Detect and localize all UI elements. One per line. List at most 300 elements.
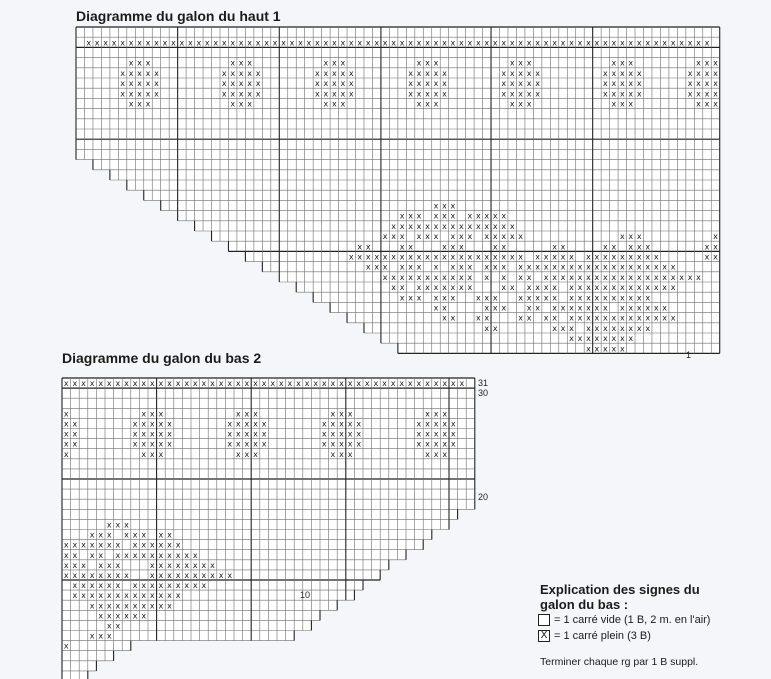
full-square-mark: x: [611, 79, 617, 89]
full-square-mark: x: [408, 68, 413, 78]
full-square-mark: x: [128, 68, 134, 78]
full-square-mark: x: [611, 38, 617, 48]
full-square-mark: x: [425, 419, 430, 429]
full-square-mark: x: [124, 570, 129, 580]
full-square-mark: x: [628, 242, 634, 252]
full-square-mark: x: [315, 79, 320, 89]
full-square-mark: x: [72, 570, 78, 580]
full-square-mark: x: [106, 581, 112, 591]
full-square-mark: x: [619, 293, 625, 303]
full-square-mark: x: [518, 58, 524, 68]
full-square-mark: x: [247, 58, 253, 68]
full-square-mark: x: [94, 38, 100, 48]
full-square-mark: x: [645, 272, 651, 282]
full-square-mark: x: [569, 262, 574, 272]
full-square-mark: x: [577, 283, 583, 293]
full-square-mark: x: [323, 38, 329, 48]
full-square-mark: x: [408, 89, 413, 99]
full-square-mark: x: [433, 303, 439, 313]
full-square-mark: x: [577, 293, 583, 303]
full-square-mark: x: [662, 313, 668, 323]
full-square-mark: x: [696, 79, 701, 89]
full-square-mark: x: [636, 232, 642, 242]
full-square-mark: x: [192, 379, 198, 389]
full-square-mark: x: [149, 560, 155, 570]
full-square-mark: x: [467, 211, 473, 221]
full-square-mark: x: [442, 429, 448, 439]
full-square-mark: x: [636, 252, 642, 262]
full-square-mark: x: [115, 621, 121, 631]
full-square-mark: x: [106, 611, 112, 621]
full-square-mark: x: [106, 570, 112, 580]
full-square-mark: x: [433, 38, 439, 48]
full-square-mark: x: [158, 540, 164, 550]
full-square-mark: x: [509, 79, 515, 89]
full-square-mark: x: [492, 232, 498, 242]
full-square-mark: x: [526, 68, 532, 78]
full-square-mark: x: [296, 379, 301, 389]
full-square-mark: x: [115, 581, 121, 591]
full-square-mark: x: [442, 242, 447, 252]
full-square-mark: x: [201, 379, 207, 389]
full-square-mark: x: [611, 323, 617, 333]
full-square-mark: x: [201, 581, 207, 591]
full-square-mark: x: [586, 323, 591, 333]
full-square-mark: x: [492, 211, 498, 221]
full-square-mark: x: [192, 581, 198, 591]
full-square-mark: x: [518, 79, 524, 89]
full-square-mark: x: [192, 570, 198, 580]
full-square-mark: x: [167, 591, 172, 601]
full-square-mark: x: [670, 38, 676, 48]
full-square-mark: x: [98, 540, 104, 550]
full-square-mark: x: [106, 560, 112, 570]
full-square-mark: x: [330, 439, 336, 449]
full-square-mark: x: [425, 221, 430, 231]
full-square-mark: x: [315, 89, 320, 99]
full-square-mark: x: [704, 242, 710, 252]
full-square-mark: x: [158, 560, 164, 570]
full-square-mark: x: [227, 439, 233, 449]
full-square-mark: x: [408, 211, 413, 221]
full-square-mark: x: [619, 99, 625, 109]
full-square-mark: x: [145, 38, 151, 48]
full-square-mark: x: [442, 419, 448, 429]
full-square-mark: x: [331, 58, 337, 68]
full-square-mark: x: [340, 38, 346, 48]
full-square-mark: x: [603, 313, 608, 323]
full-square-mark: x: [586, 38, 591, 48]
full-square-mark: x: [145, 58, 151, 68]
full-square-mark: x: [89, 631, 95, 641]
full-square-mark: x: [425, 68, 430, 78]
full-square-mark: x: [72, 379, 78, 389]
full-square-mark: x: [433, 283, 439, 293]
full-square-mark: x: [594, 323, 600, 333]
full-square-mark: x: [339, 419, 344, 429]
full-square-mark: x: [552, 303, 557, 313]
full-square-mark: x: [391, 252, 396, 262]
full-square-mark: x: [518, 293, 524, 303]
full-square-mark: x: [382, 38, 388, 48]
full-square-mark: x: [433, 419, 439, 429]
full-square-mark: x: [425, 379, 430, 389]
full-square-mark: x: [501, 89, 507, 99]
full-square-mark: x: [339, 429, 344, 439]
full-square-mark: x: [433, 79, 439, 89]
full-square-mark: x: [594, 262, 600, 272]
full-square-mark: x: [416, 379, 422, 389]
full-square-mark: x: [433, 58, 439, 68]
full-square-mark: x: [175, 581, 181, 591]
full-square-mark: x: [89, 570, 95, 580]
full-square-mark: x: [179, 38, 185, 48]
full-square-mark: x: [450, 313, 456, 323]
full-square-mark: x: [331, 68, 337, 78]
full-square-mark: x: [687, 68, 693, 78]
full-square-mark: x: [696, 272, 701, 282]
full-square-mark: x: [501, 283, 507, 293]
full-square-mark: x: [261, 439, 267, 449]
full-square-mark: x: [645, 303, 651, 313]
full-square-mark: x: [141, 581, 147, 591]
full-square-mark: x: [227, 379, 233, 389]
full-square-mark: x: [63, 429, 69, 439]
full-square-mark: x: [619, 262, 625, 272]
full-square-mark: x: [247, 38, 253, 48]
full-square-mark: x: [560, 262, 566, 272]
full-square-mark: x: [132, 611, 138, 621]
full-square-mark: x: [158, 419, 164, 429]
full-square-mark: x: [628, 283, 634, 293]
full-square-mark: x: [442, 313, 447, 323]
full-square-mark: x: [374, 262, 380, 272]
full-square-mark: x: [475, 38, 481, 48]
full-square-mark: x: [339, 449, 344, 459]
full-square-mark: x: [645, 242, 651, 252]
full-square-mark: x: [433, 99, 439, 109]
full-square-mark: x: [238, 58, 244, 68]
full-square-mark: x: [450, 211, 456, 221]
full-square-mark: x: [433, 429, 439, 439]
full-square-mark: x: [704, 68, 710, 78]
full-square-mark: x: [425, 439, 430, 449]
full-square-mark: x: [63, 641, 69, 651]
full-square-mark: x: [611, 344, 617, 354]
full-square-mark: x: [433, 262, 439, 272]
full-square-mark: x: [442, 449, 448, 459]
full-square-mark: x: [594, 344, 600, 354]
full-square-mark: x: [230, 58, 236, 68]
full-square-mark: x: [137, 79, 142, 89]
legend-note: Terminer chaque rg par 1 B suppl.: [540, 656, 699, 668]
full-square-mark: x: [586, 313, 591, 323]
full-square-mark: x: [408, 38, 413, 48]
full-square-mark: x: [450, 262, 456, 272]
full-square-mark: x: [442, 293, 447, 303]
full-square-mark: x: [636, 272, 642, 282]
full-square-mark: x: [141, 550, 147, 560]
full-square-mark: x: [120, 68, 125, 78]
full-square-mark: x: [611, 58, 617, 68]
full-square-mark: x: [636, 283, 642, 293]
full-square-mark: x: [72, 429, 78, 439]
full-square-mark: x: [535, 89, 540, 99]
full-square-mark: x: [560, 323, 566, 333]
full-square-mark: x: [492, 221, 498, 231]
full-square-mark: x: [425, 58, 430, 68]
full-square-mark: x: [391, 38, 396, 48]
full-square-mark: x: [347, 439, 353, 449]
full-square-mark: x: [72, 439, 78, 449]
full-square-mark: x: [210, 379, 215, 389]
full-square-mark: x: [106, 530, 112, 540]
full-square-mark: x: [399, 221, 405, 231]
full-square-mark: x: [442, 409, 448, 419]
full-square-mark: x: [603, 323, 608, 333]
full-square-mark: x: [63, 570, 69, 580]
full-square-mark: x: [425, 79, 430, 89]
full-square-mark: x: [577, 38, 583, 48]
full-square-mark: x: [304, 379, 310, 389]
full-square-mark: x: [323, 68, 329, 78]
full-square-mark: x: [124, 520, 129, 530]
full-square-mark: x: [175, 560, 181, 570]
full-square-mark: x: [586, 272, 591, 282]
full-square-mark: x: [713, 242, 718, 252]
full-square-mark: x: [247, 79, 253, 89]
full-square-mark: x: [347, 419, 353, 429]
full-square-mark: x: [72, 540, 78, 550]
full-square-mark: x: [247, 89, 253, 99]
full-square-mark: x: [175, 591, 181, 601]
full-square-mark: x: [670, 262, 676, 272]
full-square-mark: x: [687, 79, 693, 89]
full-square-mark: x: [103, 38, 109, 48]
full-square-mark: x: [450, 242, 456, 252]
full-square-mark: x: [603, 252, 608, 262]
full-square-mark: x: [653, 262, 659, 272]
full-square-mark: x: [81, 540, 86, 550]
full-square-mark: x: [98, 530, 104, 540]
full-square-mark: x: [72, 560, 78, 570]
diagram-top-grid: [76, 27, 720, 353]
full-square-mark: x: [492, 38, 498, 48]
full-square-mark: x: [603, 89, 608, 99]
full-square-mark: x: [535, 262, 540, 272]
full-square-mark: x: [594, 252, 600, 262]
full-square-mark: x: [442, 439, 448, 449]
full-square-mark: x: [321, 439, 327, 449]
full-square-mark: x: [149, 429, 155, 439]
full-square-mark: x: [425, 272, 430, 282]
full-square-mark: x: [154, 38, 159, 48]
full-square-mark: x: [340, 79, 346, 89]
full-square-mark: x: [132, 550, 138, 560]
full-square-mark: x: [704, 79, 710, 89]
full-square-mark: x: [603, 344, 608, 354]
legend-empty-square: [538, 614, 710, 626]
full-square-mark: x: [594, 272, 600, 282]
full-square-mark: x: [89, 540, 95, 550]
full-square-mark: x: [106, 621, 112, 631]
full-square-mark: x: [158, 429, 164, 439]
full-square-mark: x: [662, 262, 668, 272]
full-square-mark: x: [611, 313, 617, 323]
full-square-mark: x: [63, 560, 69, 570]
full-square-mark: x: [373, 379, 379, 389]
full-square-mark: x: [636, 323, 642, 333]
full-square-mark: x: [115, 591, 121, 601]
full-square-mark: x: [171, 38, 176, 48]
full-square-mark: x: [382, 379, 387, 389]
full-square-mark: x: [235, 379, 241, 389]
full-square-mark: x: [253, 429, 258, 439]
full-square-mark: x: [167, 581, 172, 591]
full-square-mark: x: [235, 449, 241, 459]
full-square-mark: x: [535, 252, 540, 262]
full-square-mark: x: [467, 283, 473, 293]
full-square-mark: x: [425, 449, 430, 459]
full-square-mark: x: [704, 99, 710, 109]
full-square-mark: x: [492, 252, 498, 262]
full-square-mark: x: [619, 313, 625, 323]
full-square-mark: x: [221, 68, 227, 78]
full-square-mark: x: [416, 79, 422, 89]
full-square-mark: x: [408, 221, 413, 231]
full-square-mark: x: [526, 303, 532, 313]
full-square-mark: x: [348, 252, 354, 262]
full-square-mark: x: [416, 283, 422, 293]
full-square-mark: x: [484, 272, 490, 282]
full-square-mark: x: [399, 232, 405, 242]
full-square-mark: x: [145, 99, 151, 109]
full-square-mark: x: [442, 303, 447, 313]
full-square-mark: x: [154, 68, 159, 78]
full-square-mark: x: [315, 38, 320, 48]
full-square-mark: x: [696, 89, 701, 99]
full-square-mark: x: [509, 89, 515, 99]
full-square-mark: x: [115, 601, 121, 611]
full-square-mark: x: [124, 530, 129, 540]
full-square-mark: x: [331, 38, 337, 48]
full-square-mark: x: [560, 303, 566, 313]
full-square-mark: x: [526, 38, 532, 48]
full-square-mark: x: [611, 242, 617, 252]
full-square-mark: x: [603, 334, 608, 344]
full-square-mark: x: [586, 303, 591, 313]
full-square-mark: x: [321, 379, 327, 389]
diagram-bottom-title: Diagramme du galon du bas 2: [62, 350, 262, 366]
full-square-mark: x: [509, 252, 515, 262]
full-square-mark: x: [594, 313, 600, 323]
full-square-mark: x: [611, 283, 617, 293]
full-square-mark: x: [459, 283, 464, 293]
full-square-mark: x: [577, 262, 583, 272]
full-square-mark: x: [264, 38, 269, 48]
full-square-mark: x: [98, 601, 104, 611]
full-square-mark: x: [253, 449, 258, 459]
full-square-mark: x: [501, 303, 507, 313]
full-square-mark: x: [603, 293, 608, 303]
full-square-mark: x: [340, 99, 346, 109]
full-square-mark: x: [141, 379, 147, 389]
full-square-mark: x: [628, 38, 634, 48]
full-square-mark: x: [619, 38, 625, 48]
full-square-mark: x: [475, 252, 481, 262]
full-square-mark: x: [128, 79, 134, 89]
row-label-31: 31: [478, 378, 489, 388]
full-square-mark: x: [535, 79, 540, 89]
full-square-mark: x: [543, 293, 549, 303]
full-square-mark: x: [670, 313, 676, 323]
full-square-mark: x: [696, 68, 701, 78]
full-square-mark: x: [106, 631, 112, 641]
full-square-mark: x: [227, 570, 233, 580]
full-square-mark: x: [425, 429, 430, 439]
full-square-mark: x: [124, 601, 129, 611]
full-square-mark: x: [244, 449, 250, 459]
full-square-mark: x: [628, 313, 634, 323]
full-square-mark: x: [340, 58, 346, 68]
full-square-mark: x: [247, 99, 253, 109]
full-square-mark: x: [526, 58, 532, 68]
full-square-mark: x: [628, 323, 634, 333]
full-square-mark: x: [628, 272, 634, 282]
full-square-mark: x: [611, 89, 617, 99]
full-square-mark: x: [696, 58, 701, 68]
full-square-mark: x: [98, 570, 104, 580]
full-square-mark: x: [141, 419, 147, 429]
full-square-mark: x: [204, 38, 210, 48]
full-square-mark: x: [230, 68, 236, 78]
full-square-mark: x: [543, 313, 549, 323]
full-square-mark: x: [235, 419, 241, 429]
full-square-mark: x: [158, 550, 164, 560]
full-square-mark: x: [475, 313, 481, 323]
full-square-mark: x: [416, 89, 422, 99]
full-square-mark: x: [184, 560, 190, 570]
full-square-mark: x: [459, 252, 464, 262]
full-square-mark: x: [416, 211, 422, 221]
full-square-mark: x: [331, 89, 337, 99]
full-square-mark: x: [89, 550, 95, 560]
full-square-mark: x: [244, 409, 250, 419]
full-square-mark: x: [230, 79, 236, 89]
full-square-mark: x: [543, 262, 549, 272]
full-square-mark: x: [662, 272, 668, 282]
full-square-mark: x: [149, 581, 155, 591]
full-square-mark: x: [374, 252, 380, 262]
full-square-mark: x: [713, 79, 718, 89]
full-square-mark: x: [636, 242, 642, 252]
full-square-mark: x: [433, 221, 439, 231]
full-square-mark: x: [619, 58, 625, 68]
full-square-mark: x: [128, 99, 134, 109]
full-square-mark: x: [111, 38, 117, 48]
full-square-mark: x: [81, 379, 86, 389]
full-square-mark: x: [331, 79, 337, 89]
full-square-mark: x: [586, 334, 591, 344]
full-square-mark: x: [115, 550, 121, 560]
full-square-mark: x: [636, 293, 642, 303]
full-square-mark: x: [670, 272, 676, 282]
full-square-mark: x: [653, 283, 659, 293]
full-square-mark: x: [636, 313, 642, 323]
full-square-mark: x: [141, 540, 147, 550]
full-square-mark: x: [603, 68, 608, 78]
full-square-mark: x: [603, 79, 608, 89]
